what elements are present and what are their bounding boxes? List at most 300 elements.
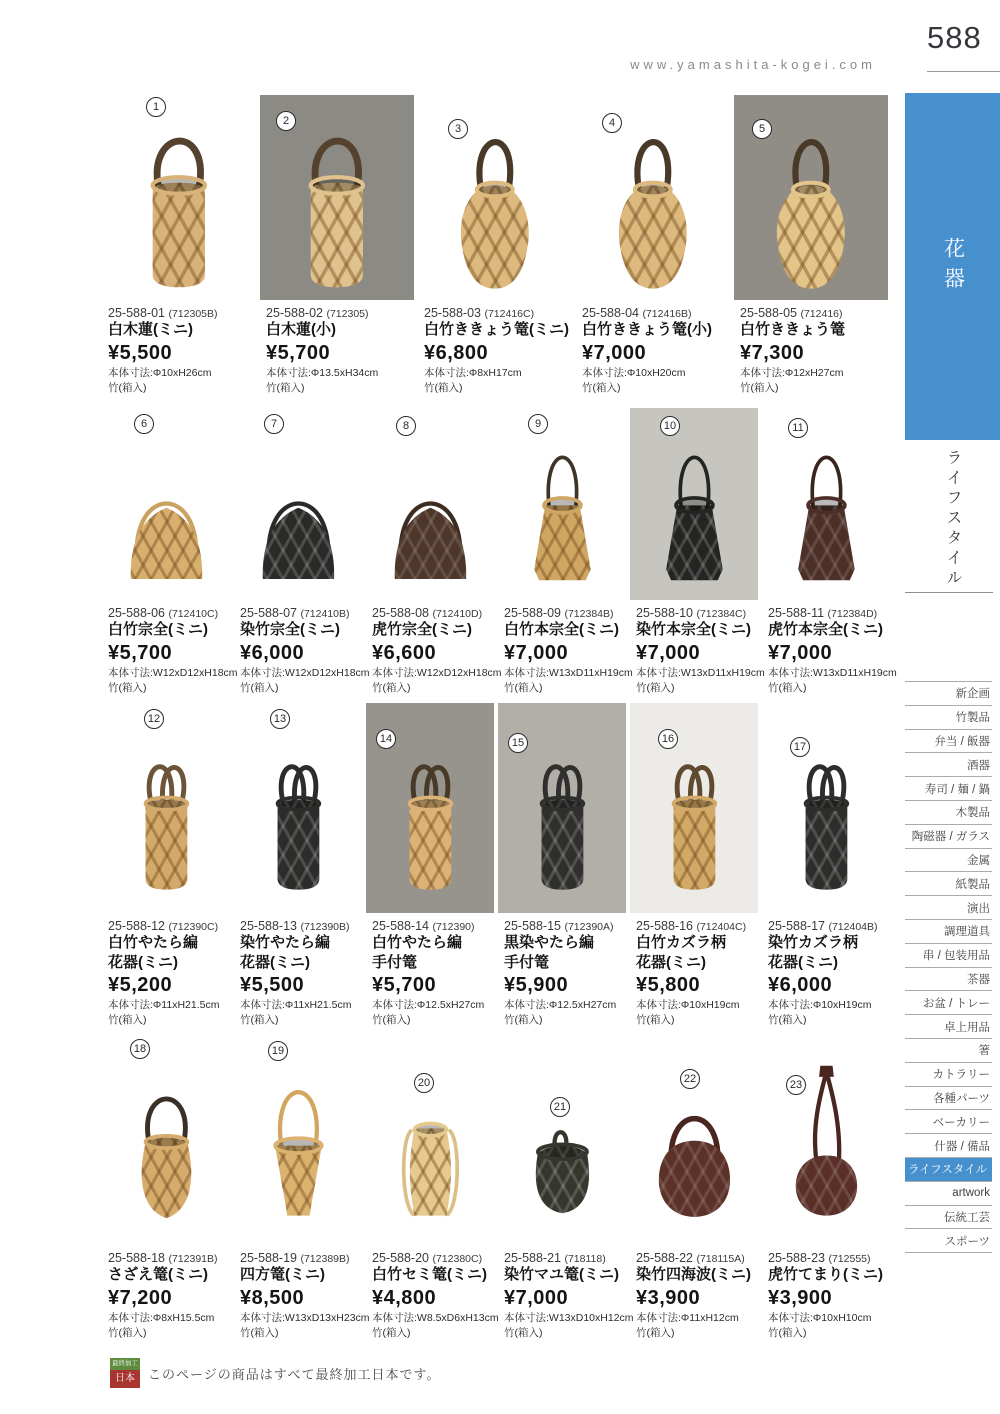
- product-name-line2: 手付篭: [504, 953, 550, 971]
- product-name: 白木蓮(小): [266, 321, 336, 338]
- product-photo: [102, 95, 256, 300]
- product-name: さざえ篭(ミニ): [108, 1266, 208, 1283]
- product-code: [504, 1251, 628, 1265]
- product-dimensions: 本体寸法:Φ10xH26cm: [108, 366, 212, 379]
- product-name: 白竹ききょう篭: [740, 321, 846, 338]
- product-price: ¥4,800: [372, 1286, 437, 1309]
- product-name-line2: 花器(ミニ): [768, 953, 838, 971]
- product-card: [364, 1033, 499, 1341]
- product-photo: [366, 408, 494, 600]
- product-name: 染竹宗全(ミニ): [240, 621, 340, 638]
- section-label-text: ライフスタイル: [944, 448, 961, 589]
- product-price: ¥5,700: [108, 641, 173, 664]
- product-photo: [102, 1033, 230, 1245]
- product-ref-number: (712416C): [484, 308, 535, 320]
- sidebar-menu-item[interactable]: 伝統工芸: [905, 1205, 992, 1229]
- product-material: 竹(箱入): [108, 1326, 147, 1339]
- product-card: [496, 703, 628, 1028]
- product-card: [258, 95, 416, 396]
- product-card: [496, 1033, 634, 1341]
- product-material: 竹(箱入): [240, 681, 279, 694]
- product-photo: [498, 408, 626, 600]
- product-code: [740, 306, 890, 320]
- product-price: ¥6,800: [424, 341, 489, 364]
- product-photo: [762, 703, 890, 913]
- product-ref-number: (712380C): [432, 1253, 483, 1265]
- product-dimensions: 本体寸法:W12xD12xH18cm: [240, 666, 370, 679]
- product-material: 竹(箱入): [372, 1326, 411, 1339]
- product-name-line2: 花器(ミニ): [108, 953, 178, 971]
- product-name: 白竹やたら編: [108, 934, 199, 951]
- product-price: ¥5,900: [504, 974, 569, 996]
- product-info: [416, 300, 574, 396]
- product-info: [364, 913, 496, 1028]
- product-card: [232, 1033, 370, 1341]
- item-number-badge: 1: [146, 97, 166, 117]
- product-name: 白竹セミ篭(ミニ): [372, 1266, 487, 1283]
- product-name: 白竹本宗全(ミニ): [504, 621, 619, 638]
- product-info: [100, 600, 238, 696]
- product-photo: [762, 1033, 890, 1245]
- sidebar-menu-item[interactable]: お盆 / トレー: [905, 990, 992, 1014]
- item-number-badge: 4: [602, 113, 622, 133]
- basket-illustration: [237, 420, 360, 600]
- product-code-number: 25-588-13: [240, 919, 301, 933]
- product-info: [496, 600, 633, 696]
- product-code: [372, 1251, 496, 1265]
- product-dimensions: 本体寸法:W13xD11xH19cm: [504, 666, 633, 679]
- product-code: [108, 306, 258, 320]
- product-material: 竹(箱入): [372, 681, 411, 694]
- product-card: [574, 95, 732, 396]
- product-card: [628, 408, 765, 696]
- sidebar-menu-item[interactable]: スポーツ: [905, 1228, 992, 1253]
- product-code: [504, 919, 628, 933]
- product-photo: [234, 1033, 362, 1245]
- badge-japan-label: 日本: [110, 1370, 140, 1388]
- sidebar-menu-item[interactable]: 紙製品: [905, 871, 992, 895]
- product-dimensions: 本体寸法:Φ13.5xH34cm: [266, 366, 379, 379]
- product-photo: [576, 95, 730, 300]
- item-number-badge: 7: [264, 414, 284, 434]
- product-card: [364, 408, 502, 696]
- product-photo: [498, 1033, 626, 1245]
- product-code-number: 25-588-01: [108, 306, 169, 320]
- product-info: [574, 300, 732, 396]
- item-number-badge: 16: [658, 729, 678, 749]
- product-photo: [366, 1033, 494, 1245]
- sidebar-menu-item[interactable]: カトラリー: [905, 1062, 992, 1086]
- product-photo: [630, 1033, 758, 1245]
- category-tab-label: 花器: [941, 236, 965, 297]
- product-code-number: 25-588-09: [504, 606, 565, 620]
- product-name: 白竹ききょう篭(ミニ): [424, 321, 569, 338]
- product-ref-number: (712410C): [168, 608, 219, 620]
- product-info: [232, 1245, 370, 1341]
- product-material: 竹(箱入): [504, 681, 543, 694]
- product-info: [100, 300, 258, 396]
- product-ref-number: (712390A): [564, 921, 614, 933]
- product-info: [760, 600, 897, 696]
- product-ref-number: (712404C): [696, 921, 747, 933]
- product-info: [496, 913, 628, 1028]
- product-card: [496, 408, 633, 696]
- product-price: ¥7,200: [108, 1286, 173, 1309]
- product-name: 虎竹てまり(ミニ): [768, 1266, 883, 1283]
- product-price: ¥7,000: [768, 641, 833, 664]
- product-material: 竹(箱入): [424, 381, 463, 394]
- product-code-number: 25-588-10: [636, 606, 697, 620]
- item-number-badge: 2: [276, 111, 296, 131]
- product-code-number: 25-588-19: [240, 1251, 301, 1265]
- product-material: 竹(箱入): [636, 1014, 675, 1027]
- product-code-number: 25-588-02: [266, 306, 327, 320]
- product-photo: [418, 95, 572, 300]
- product-info: [232, 600, 370, 696]
- product-card: [232, 703, 364, 1028]
- product-info: [732, 300, 890, 396]
- product-code-number: 25-588-12: [108, 919, 169, 933]
- sidebar-menu-item[interactable]: 串 / 包装用品: [905, 943, 992, 967]
- product-name: 白竹宗全(ミニ): [108, 621, 208, 638]
- product-name: 白竹カズラ柄: [636, 934, 727, 951]
- product-name: 染竹本宗全(ミニ): [636, 621, 751, 638]
- product-material: 竹(箱入): [582, 381, 621, 394]
- product-code-number: 25-588-18: [108, 1251, 169, 1265]
- product-material: 竹(箱入): [266, 381, 305, 394]
- product-dimensions: 本体寸法:Φ11xH21.5cm: [108, 999, 220, 1011]
- product-code: [108, 919, 232, 933]
- product-dimensions: 本体寸法:Φ12xH27cm: [740, 366, 844, 379]
- product-card: [760, 408, 897, 696]
- product-price: ¥7,000: [582, 341, 647, 364]
- product-dimensions: 本体寸法:Φ12.5xH27cm: [504, 999, 617, 1011]
- product-dimensions: 本体寸法:Φ11xH12cm: [636, 1311, 739, 1324]
- product-code-number: 25-588-04: [582, 306, 643, 320]
- product-card: [232, 408, 370, 696]
- product-code-number: 25-588-21: [504, 1251, 565, 1265]
- product-info: [760, 913, 892, 1028]
- product-ref-number: (712390B): [300, 921, 350, 933]
- product-code: [636, 1251, 760, 1265]
- product-price: ¥6,000: [240, 641, 305, 664]
- product-name: 白竹やたら編: [372, 934, 463, 951]
- product-name: 染竹カズラ柄: [768, 934, 859, 951]
- product-name-line2: 手付篭: [372, 953, 418, 971]
- product-price: ¥7,000: [504, 1286, 569, 1309]
- basket-illustration: [765, 716, 888, 913]
- item-number-badge: 5: [752, 119, 772, 139]
- sidebar-menu-item[interactable]: 寿司 / 麺 / 鍋: [905, 776, 992, 800]
- product-card: [628, 703, 760, 1028]
- sidebar-menu-item[interactable]: 調理道具: [905, 919, 992, 943]
- product-name: 虎竹本宗全(ミニ): [768, 621, 883, 638]
- footer-note: このページの商品はすべて最終加工日本です。: [148, 1367, 441, 1382]
- product-dimensions: 本体寸法:Φ8xH17cm: [424, 366, 522, 379]
- product-code-number: 25-588-15: [504, 919, 565, 933]
- item-number-badge: 12: [144, 709, 164, 729]
- item-number-badge: 8: [396, 416, 416, 436]
- sidebar-menu-item[interactable]: 箸: [905, 1038, 992, 1062]
- badge-final-processing-label: 最終加工: [110, 1358, 140, 1370]
- basket-illustration: [633, 420, 756, 600]
- product-photo: [630, 408, 758, 600]
- basket-illustration: [237, 1046, 360, 1245]
- sidebar-menu: [905, 681, 992, 1253]
- product-info: [628, 1245, 760, 1341]
- product-material: 竹(箱入): [636, 1326, 675, 1339]
- product-code-number: 25-588-20: [372, 1251, 433, 1265]
- item-number-badge: 14: [376, 729, 396, 749]
- made-in-japan-badge: [110, 1358, 140, 1388]
- product-dimensions: 本体寸法:W12xD12xH18cm: [108, 666, 238, 679]
- product-code-number: 25-588-11: [768, 606, 828, 620]
- product-card: [416, 95, 574, 396]
- sidebar-menu-item[interactable]: 什器 / 備品: [905, 1133, 992, 1157]
- basket-illustration: [369, 420, 492, 600]
- product-price: ¥3,900: [768, 1286, 833, 1309]
- product-dimensions: 本体寸法:Φ11xH21.5cm: [240, 999, 352, 1011]
- product-info: [232, 913, 364, 1028]
- sidebar-menu-item[interactable]: 木製品: [905, 800, 992, 824]
- product-material: 竹(箱入): [240, 1326, 279, 1339]
- sidebar-menu-item[interactable]: 弁当 / 飯器: [905, 729, 992, 753]
- product-name: 染竹マユ篭(ミニ): [504, 1266, 619, 1283]
- product-row-4: [100, 1033, 892, 1341]
- product-photo: [366, 703, 494, 913]
- product-photo: [498, 703, 626, 913]
- basket-illustration: [765, 1046, 888, 1245]
- product-ref-number: (712390C): [168, 921, 219, 933]
- product-photo: [260, 95, 414, 300]
- product-price: ¥3,900: [636, 1286, 701, 1309]
- basket-illustration: [237, 716, 360, 913]
- product-ref-number: (712384C): [696, 608, 747, 620]
- product-card: [100, 1033, 232, 1341]
- product-code: [372, 919, 496, 933]
- product-material: 竹(箱入): [504, 1014, 543, 1027]
- product-material: 竹(箱入): [504, 1326, 543, 1339]
- item-number-badge: 15: [508, 733, 528, 753]
- product-code-number: 25-588-08: [372, 606, 433, 620]
- product-code-number: 25-588-06: [108, 606, 169, 620]
- item-number-badge: 9: [528, 414, 548, 434]
- product-card: [100, 408, 238, 696]
- sidebar-menu-item[interactable]: 新企画: [905, 681, 992, 705]
- product-code-number: 25-588-16: [636, 919, 697, 933]
- product-material: 竹(箱入): [768, 681, 807, 694]
- product-ref-number: (712410B): [300, 608, 350, 620]
- sidebar-menu-item[interactable]: ライフスタイル: [905, 1157, 992, 1181]
- product-price: ¥7,000: [504, 641, 569, 664]
- product-price: ¥7,300: [740, 341, 805, 364]
- product-code: [636, 606, 760, 620]
- page-number: 588: [927, 20, 982, 55]
- product-photo: [102, 408, 230, 600]
- product-ref-number: (712416): [800, 308, 843, 320]
- basket-illustration: [105, 1046, 228, 1245]
- product-dimensions: 本体寸法:W13xD13xH23cm: [240, 1311, 370, 1324]
- product-row-3: [100, 703, 892, 1028]
- item-number-badge: 21: [550, 1097, 570, 1117]
- product-ref-number: (712389B): [300, 1253, 350, 1265]
- sidebar-menu-item[interactable]: artwork: [905, 1181, 992, 1205]
- product-code: [582, 306, 732, 320]
- product-price: ¥6,000: [768, 974, 833, 996]
- product-ref-number: (718115A): [696, 1253, 745, 1265]
- product-ref-number: (712384D): [827, 608, 878, 620]
- product-info: [628, 913, 760, 1028]
- product-price: ¥7,000: [636, 641, 701, 664]
- product-code: [108, 606, 232, 620]
- sidebar-menu-item[interactable]: 茶器: [905, 967, 992, 991]
- product-material: 竹(箱入): [108, 681, 147, 694]
- product-name: 黒染やたら編: [504, 934, 595, 951]
- product-ref-number: (712416B): [642, 308, 692, 320]
- product-info: [100, 913, 232, 1028]
- product-material: 竹(箱入): [740, 381, 779, 394]
- website-url: www.yamashita-kogei.com: [630, 57, 876, 72]
- product-code-number: 25-588-07: [240, 606, 301, 620]
- product-price: ¥5,500: [240, 974, 305, 996]
- product-code: [424, 306, 574, 320]
- product-code: [266, 306, 416, 320]
- product-code: [768, 919, 892, 933]
- product-photo: [762, 408, 890, 600]
- product-price: ¥5,700: [372, 974, 437, 996]
- basket-illustration: [426, 107, 564, 300]
- product-name: 白竹ききょう篭(小): [582, 321, 712, 338]
- product-photo: [234, 408, 362, 600]
- product-ref-number: (712384B): [564, 608, 614, 620]
- product-info: [760, 1245, 892, 1341]
- product-info: [364, 600, 502, 696]
- product-code: [240, 919, 364, 933]
- product-dimensions: 本体寸法:Φ10xH19cm: [636, 999, 740, 1011]
- product-dimensions: 本体寸法:W13xD10xH12cm: [504, 1311, 634, 1324]
- sidebar-menu-item[interactable]: 演出: [905, 895, 992, 919]
- product-info: [100, 1245, 232, 1341]
- product-material: 竹(箱入): [768, 1014, 807, 1027]
- product-code: [768, 1251, 892, 1265]
- item-number-badge: 23: [786, 1075, 806, 1095]
- product-info: [496, 1245, 634, 1341]
- product-ref-number: (712390): [432, 921, 475, 933]
- product-row-1: [100, 95, 890, 396]
- section-label-lifestyle: [905, 446, 1000, 591]
- item-number-badge: 10: [660, 416, 680, 436]
- product-card: [628, 1033, 760, 1341]
- basket-illustration: [268, 107, 406, 300]
- sidebar-menu-item[interactable]: 竹製品: [905, 705, 992, 729]
- product-ref-number: (712305): [326, 308, 369, 320]
- product-card: [100, 703, 232, 1028]
- item-number-badge: 22: [680, 1069, 700, 1089]
- product-dimensions: 本体寸法:Φ12.5xH27cm: [372, 999, 485, 1011]
- product-code-number: 25-588-14: [372, 919, 433, 933]
- product-code: [372, 606, 496, 620]
- product-name: 染竹やたら編: [240, 934, 331, 951]
- sidebar-menu-item[interactable]: 各種パーツ: [905, 1086, 992, 1110]
- product-dimensions: 本体寸法:Φ10xH19cm: [768, 999, 872, 1011]
- sidebar-menu-item[interactable]: 卓上用品: [905, 1014, 992, 1038]
- product-card: [760, 703, 892, 1028]
- basket-illustration: [633, 716, 756, 913]
- product-material: 竹(箱入): [108, 381, 147, 394]
- product-photo: [734, 95, 888, 300]
- product-material: 竹(箱入): [108, 1014, 147, 1027]
- product-name: 四方篭(ミニ): [240, 1266, 325, 1283]
- sidebar-menu-item[interactable]: 金属: [905, 848, 992, 872]
- product-code-number: 25-588-23: [768, 1251, 829, 1265]
- product-code: [504, 606, 628, 620]
- product-photo: [234, 703, 362, 913]
- sidebar-menu-item[interactable]: 陶磁器 / ガラス: [905, 824, 992, 848]
- section-divider: [905, 592, 993, 593]
- product-code: [108, 1251, 232, 1265]
- product-name: 虎竹宗全(ミニ): [372, 621, 472, 638]
- product-code: [636, 919, 760, 933]
- item-number-badge: 19: [268, 1041, 288, 1061]
- basket-illustration: [501, 420, 624, 600]
- product-code-number: 25-588-22: [636, 1251, 697, 1265]
- sidebar-menu-item[interactable]: ベーカリー: [905, 1109, 992, 1133]
- product-ref-number: (712305B): [168, 308, 218, 320]
- product-info: [628, 600, 765, 696]
- product-material: 竹(箱入): [768, 1326, 807, 1339]
- product-ref-number: (712555): [828, 1253, 871, 1265]
- basket-illustration: [105, 420, 228, 600]
- product-dimensions: 本体寸法:W13xD11xH19cm: [768, 666, 897, 679]
- item-number-badge: 20: [414, 1073, 434, 1093]
- product-ref-number: (718118): [564, 1253, 606, 1265]
- product-ref-number: (712404B): [828, 921, 878, 933]
- product-code: [768, 606, 892, 620]
- product-price: ¥5,800: [636, 974, 701, 996]
- item-number-badge: 11: [788, 418, 808, 438]
- product-ref-number: (712391B): [168, 1253, 218, 1265]
- basket-illustration: [105, 716, 228, 913]
- item-number-badge: 18: [130, 1039, 150, 1059]
- product-photo: [102, 703, 230, 913]
- product-info: [258, 300, 416, 396]
- basket-illustration: [501, 1046, 624, 1245]
- item-number-badge: 13: [270, 709, 290, 729]
- product-material: 竹(箱入): [372, 1014, 411, 1027]
- product-card: [760, 1033, 892, 1341]
- sidebar-menu-item[interactable]: 酒器: [905, 752, 992, 776]
- product-dimensions: 本体寸法:W13xD11xH19cm: [636, 666, 765, 679]
- product-card: [364, 703, 496, 1028]
- product-price: ¥8,500: [240, 1286, 305, 1309]
- product-price: ¥5,500: [108, 341, 173, 364]
- product-material: 竹(箱入): [636, 681, 675, 694]
- product-material: 竹(箱入): [240, 1014, 279, 1027]
- product-code-number: 25-588-03: [424, 306, 485, 320]
- product-card: [100, 95, 258, 396]
- product-card: [732, 95, 890, 396]
- product-price: ¥5,700: [266, 341, 331, 364]
- product-code-number: 25-588-05: [740, 306, 801, 320]
- product-name: 白木蓮(ミニ): [108, 321, 193, 338]
- product-dimensions: 本体寸法:Φ8xH15.5cm: [108, 1311, 215, 1324]
- product-price: ¥5,200: [108, 974, 173, 996]
- item-number-badge: 6: [134, 414, 154, 434]
- product-name: 染竹四海波(ミニ): [636, 1266, 751, 1283]
- basket-illustration: [110, 107, 248, 300]
- product-info: [364, 1245, 499, 1341]
- page-number-underline: [927, 71, 1000, 72]
